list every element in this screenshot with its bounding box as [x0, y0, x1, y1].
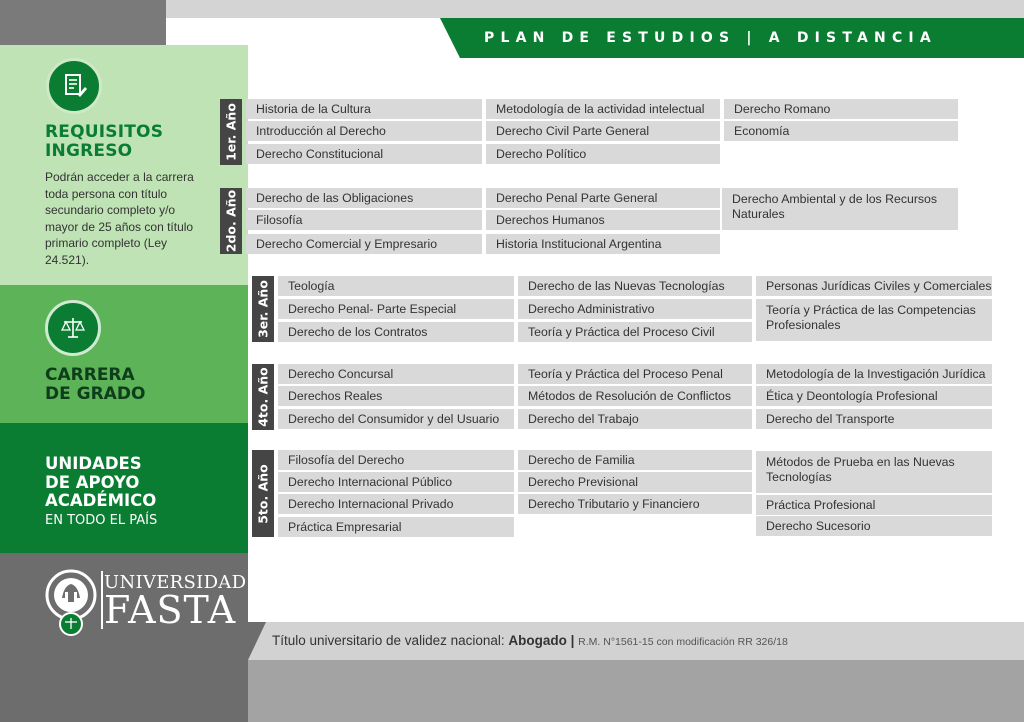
subject-cell: Filosofía	[246, 210, 482, 230]
subject-cell: Derecho del Transporte	[756, 409, 992, 429]
subject-cell: Derechos Humanos	[486, 210, 720, 230]
subject-cell: Derecho Constitucional	[246, 144, 482, 164]
unidades-subtitle: EN TODO EL PAÍS	[45, 513, 158, 528]
year-label: 1er. Año	[220, 99, 242, 165]
subject-cell: Derechos Reales	[278, 386, 514, 406]
subject-cell: Teología	[278, 276, 514, 296]
subject-cell: Métodos de Resolución de Conflictos	[518, 386, 752, 406]
carrera-section	[0, 285, 248, 423]
banner-notch	[440, 18, 460, 58]
subject-cell: Práctica Empresarial	[278, 517, 514, 537]
requisitos-text: Podrán acceder a la carrera toda persona con título secundario completo y/o mayor de 25 años con título primario completo (Ley 24.521).	[45, 170, 194, 267]
subject-cell: Derecho Ambiental y de los Recursos Naturales	[722, 188, 958, 230]
subject-cell: Personas Jurídicas Civiles y Comerciales	[756, 276, 992, 296]
requisitos-title: REQUISITOS INGRESO	[45, 122, 164, 161]
footer-notch	[248, 622, 266, 660]
subject-cell: Derecho de Familia	[518, 450, 752, 470]
year-label: 4to. Año	[252, 364, 274, 430]
subject-cell: Derecho Internacional Público	[278, 472, 514, 492]
subject-cell: Derecho Político	[486, 144, 720, 164]
requisitos-section	[0, 45, 248, 285]
subject-cell: Derecho Penal Parte General	[486, 188, 720, 208]
subject-cell: Derecho de las Nuevas Tecnologías	[518, 276, 752, 296]
subject-cell: Derecho de los Contratos	[278, 322, 514, 342]
subject-cell: Derecho Romano	[724, 99, 958, 119]
titulo-value: Abogado	[508, 633, 567, 648]
subject-cell: Derecho del Trabajo	[518, 409, 752, 429]
banner-title: PLAN DE ESTUDIOS | A DISTANCIA	[484, 30, 937, 46]
subject-cell: Introducción al Derecho	[246, 121, 482, 141]
logo-divider	[101, 571, 103, 629]
scales-icon	[45, 300, 101, 356]
subject-cell: Metodología de la actividad intelectual	[486, 99, 720, 119]
header-strip	[166, 0, 1024, 18]
year-label: 2do. Año	[220, 188, 242, 254]
subject-cell: Derecho Internacional Privado	[278, 494, 514, 514]
subject-cell: Métodos de Prueba en las Nuevas Tecnologías	[756, 451, 992, 493]
subject-cell: Filosofía del Derecho	[278, 450, 514, 470]
subject-cell: Derecho Sucesorio	[756, 516, 992, 536]
subject-cell: Derecho Administrativo	[518, 299, 752, 319]
footer-grey	[248, 660, 1024, 722]
subject-cell: Derecho Concursal	[278, 364, 514, 384]
subject-cell: Economía	[724, 121, 958, 141]
logo-text-universidad: UNIVERSIDAD	[104, 572, 247, 593]
subject-cell: Derecho Civil Parte General	[486, 121, 720, 141]
subject-cell: Práctica Profesional	[756, 495, 992, 515]
subject-cell: Derecho del Consumidor y del Usuario	[278, 409, 514, 429]
subject-cell: Historia de la Cultura	[246, 99, 482, 119]
subject-cell: Ética y Deontología Profesional	[756, 386, 992, 406]
subject-cell: Teoría y Práctica del Proceso Penal	[518, 364, 752, 384]
resolucion-ministerial: R.M. N°1561-15 con modificación RR 326/18	[578, 636, 788, 648]
sidebar-top	[0, 0, 166, 45]
unidades-title: UNIDADES DE APOYO ACADÉMICO	[45, 454, 157, 510]
carrera-title: CARRERA DE GRADO	[45, 365, 146, 404]
university-emblem-icon	[44, 568, 98, 638]
subject-cell: Metodología de la Investigación Jurídica	[756, 364, 992, 384]
sidebar	[0, 0, 248, 722]
subject-cell: Derecho de las Obligaciones	[246, 188, 482, 208]
subject-cell: Derecho Penal- Parte Especial	[278, 299, 514, 319]
year-label: 5to. Año	[252, 450, 274, 537]
unidades-section	[0, 423, 248, 553]
subject-cell: Teoría y Práctica del Proceso Civil	[518, 322, 752, 342]
logo-area	[0, 553, 248, 722]
titulo-line: Título universitario de validez nacional: Abogado | R.M. N°1561-15 con modificación RR 326/18	[272, 633, 788, 648]
year-label: 3er. Año	[252, 276, 274, 342]
subject-cell: Derecho Previsional	[518, 472, 752, 492]
subject-cell: Historia Institucional Argentina	[486, 234, 720, 254]
subject-cell: Derecho Tributario y Financiero	[518, 494, 752, 514]
subject-cell: Teoría y Práctica de las Competencias Profesionales	[756, 299, 992, 341]
logo-text-fasta: FASTA	[104, 588, 237, 632]
plan-banner	[460, 18, 1024, 58]
subject-cell: Derecho Comercial y Empresario	[246, 234, 482, 254]
document-pencil-icon	[46, 58, 102, 114]
